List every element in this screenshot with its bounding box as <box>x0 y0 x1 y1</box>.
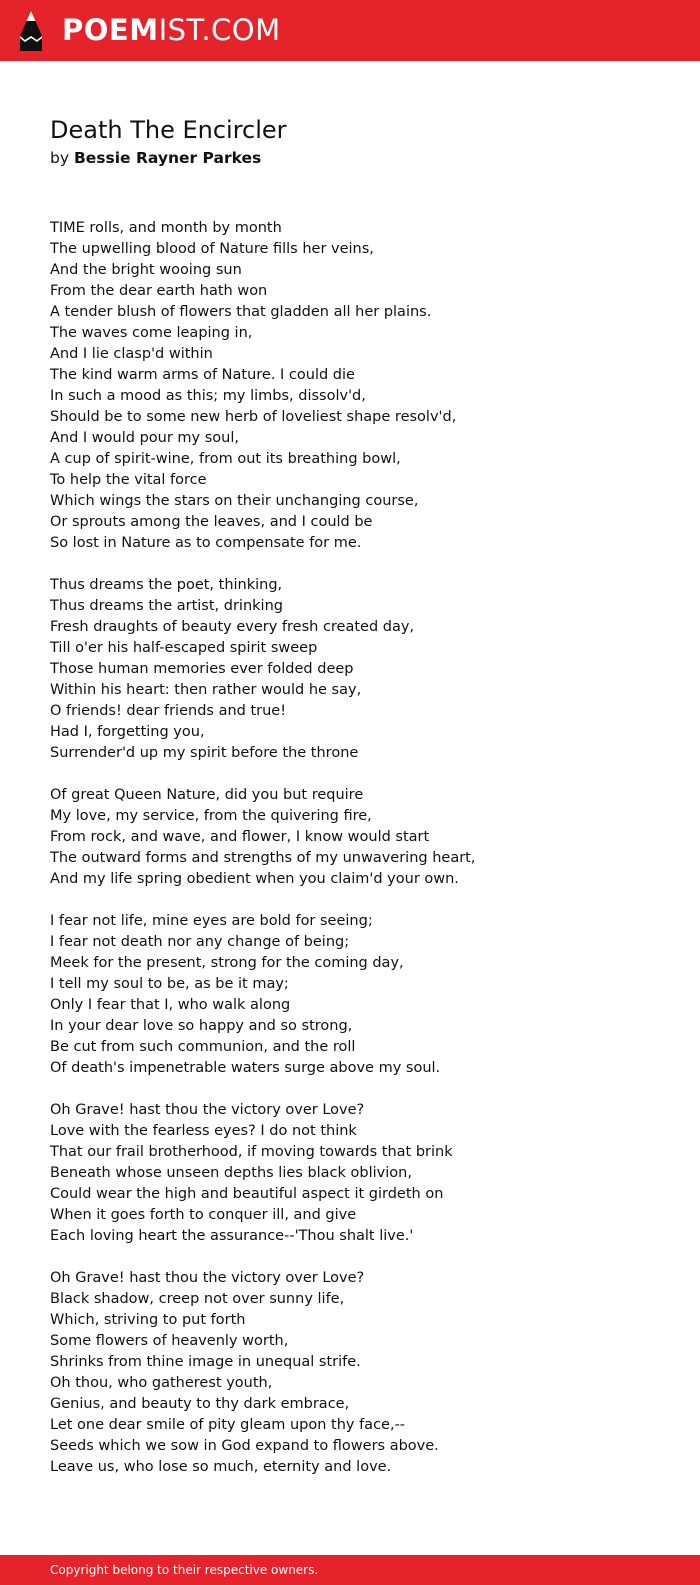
poem-line: Could wear the high and beautiful aspect it girdeth on <box>50 1186 444 1202</box>
poem-line: From rock, and wave, and flower, I know would start <box>50 829 430 845</box>
poem-author[interactable]: Bessie Rayner Parkes <box>73 149 262 167</box>
poem-line: Oh Grave! hast thou the victory over Love? <box>50 1270 365 1286</box>
poem-line: Some flowers of heavenly worth, <box>50 1333 289 1349</box>
logo-bold-text: POEM <box>62 13 159 47</box>
stanza-break <box>50 1079 650 1100</box>
poem-line: In your dear love so happy and so strong, <box>50 1018 353 1034</box>
poem-line: A tender blush of flowers that gladden all her plains. <box>50 304 432 320</box>
poem-line: I tell my soul to be, as be it may; <box>50 976 289 992</box>
poem-line: That our frail brotherhood, if moving towards that brink <box>50 1144 453 1160</box>
poem-byline <box>50 147 261 169</box>
poem-line: Till o'er his half-escaped spirit sweep <box>50 640 318 656</box>
site-footer <box>0 1555 700 1585</box>
poem-line: Each loving heart the assurance--'Thou shalt live.' <box>50 1228 414 1244</box>
poem-title: Death The Encircler <box>50 116 287 144</box>
poem-line: And I would pour my soul, <box>50 430 239 446</box>
poem-line: O friends! dear friends and true! <box>50 703 287 719</box>
poem-line: Of great Queen Nature, did you but require <box>50 787 364 803</box>
poem-line: And I lie clasp'd within <box>50 346 213 362</box>
poem-line: Oh Grave! hast thou the victory over Love? <box>50 1102 365 1118</box>
poem-line: The waves come leaping in, <box>50 325 253 341</box>
poem-line: The kind warm arms of Nature. I could die <box>50 367 355 383</box>
poem-line: Those human memories ever folded deep <box>50 661 354 677</box>
poem-line: Of death's impenetrable waters surge above my soul. <box>50 1060 441 1076</box>
poem-line: Black shadow, creep not over sunny life, <box>50 1291 345 1307</box>
poem-line: Shrinks from thine image in unequal strife. <box>50 1354 361 1370</box>
poem-line: Which, striving to put forth <box>50 1312 246 1328</box>
stanza-break <box>50 764 650 785</box>
poem-line: So lost in Nature as to compensate for me. <box>50 535 362 551</box>
poem-line: Meek for the present, strong for the coming day, <box>50 955 404 971</box>
poem-line: The upwelling blood of Nature fills her veins, <box>50 241 374 257</box>
poem-line: Within his heart: then rather would he say, <box>50 682 362 698</box>
stanza-break <box>50 1247 650 1268</box>
poem-line: From the dear earth hath won <box>50 283 268 299</box>
poem-line: Be cut from such communion, and the roll <box>50 1039 356 1055</box>
poem-line: The outward forms and strengths of my unwavering heart, <box>50 850 476 866</box>
poem-line: Or sprouts among the leaves, and I could be <box>50 514 373 530</box>
poem-line: Had I, forgetting you, <box>50 724 205 740</box>
poem-line: Genius, and beauty to thy dark embrace, <box>50 1396 350 1412</box>
poem-line: Seeds which we sow in God expand to flowers above. <box>50 1438 439 1454</box>
poem-line: My love, my service, from the quivering fire, <box>50 808 372 824</box>
poem-line: In such a mood as this; my limbs, dissolv'd, <box>50 388 366 404</box>
stanza-break <box>50 890 650 911</box>
copyright-text: Copyright belong to their respective owners. <box>50 1563 319 1577</box>
site-header <box>0 0 700 61</box>
poem-line: Leave us, who lose so much, eternity and love. <box>50 1459 392 1475</box>
poem-body <box>50 218 650 1478</box>
site-logo[interactable] <box>62 12 281 48</box>
poem-line: TIME rolls, and month by month <box>50 220 282 236</box>
poem-line: Thus dreams the artist, drinking <box>50 598 283 614</box>
poem-line: Only I fear that I, who walk along <box>50 997 291 1013</box>
poem-line: When it goes forth to conquer ill, and give <box>50 1207 357 1223</box>
by-label: by <box>50 149 70 167</box>
poem-line: Thus dreams the poet, thinking, <box>50 577 283 593</box>
poem-line: Let one dear smile of pity gleam upon thy face,-- <box>50 1417 406 1433</box>
poem-line: Oh thou, who gatherest youth, <box>50 1375 273 1391</box>
poem-line: Beneath whose unseen depths lies black oblivion, <box>50 1165 412 1181</box>
poem-line: Should be to some new herb of loveliest shape resolv'd, <box>50 409 457 425</box>
logo-light-text: IST.COM <box>158 13 281 47</box>
poem-line: Surrender'd up my spirit before the throne <box>50 745 359 761</box>
poem-line: Love with the fearless eyes? I do not think <box>50 1123 357 1139</box>
poem-line: And the bright wooing sun <box>50 262 242 278</box>
stanza-break <box>50 554 650 575</box>
pencil-tip-icon[interactable] <box>18 10 44 52</box>
poem-line: Fresh draughts of beauty every fresh created day, <box>50 619 415 635</box>
poem-line: To help the vital force <box>50 472 207 488</box>
poem-line: I fear not life, mine eyes are bold for seeing; <box>50 913 373 929</box>
poem-line: A cup of spirit-wine, from out its breathing bowl, <box>50 451 401 467</box>
poem-line: Which wings the stars on their unchanging course, <box>50 493 419 509</box>
poem-line: And my life spring obedient when you claim'd your own. <box>50 871 459 887</box>
poem-line: I fear not death nor any change of being; <box>50 934 350 950</box>
